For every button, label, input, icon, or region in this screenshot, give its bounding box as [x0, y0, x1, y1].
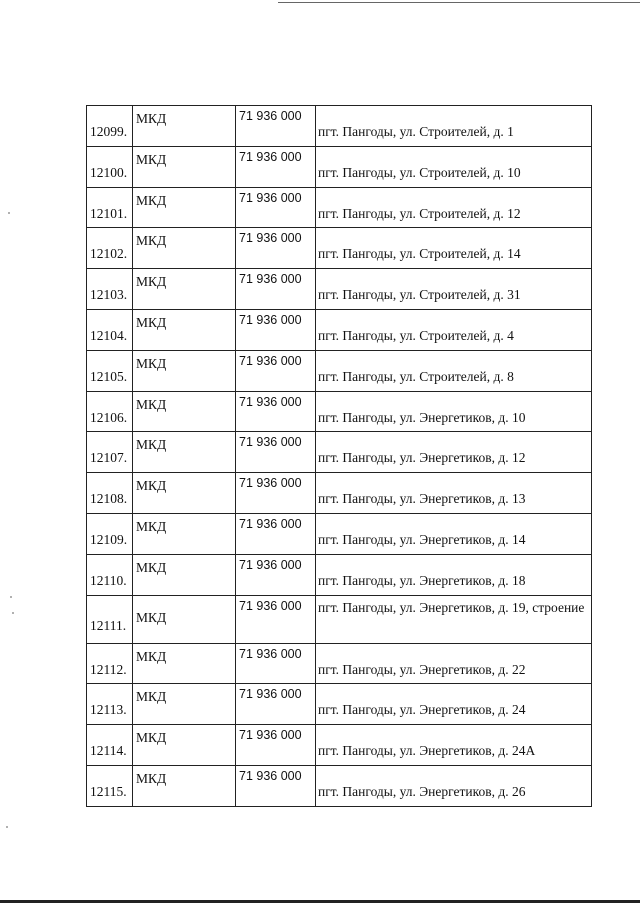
- table-row: [87, 432, 592, 473]
- address-cell: [316, 595, 592, 643]
- oktmo-code: 71 936 000: [239, 231, 302, 246]
- table-row: [87, 228, 592, 269]
- address-text: пгт. Пангоды, ул. Строителей, д. 14: [318, 246, 521, 262]
- object-type-cell: [133, 643, 236, 684]
- oktmo-code-cell: [236, 684, 316, 725]
- address-text: пгт. Пангоды, ул. Энергетиков, д. 22: [318, 661, 526, 677]
- address-text: пгт. Пангоды, ул. Строителей, д. 10: [318, 164, 521, 180]
- oktmo-code: 71 936 000: [239, 353, 302, 368]
- table-row: [87, 391, 592, 432]
- row-number-cell: [87, 309, 133, 350]
- oktmo-code-cell: [236, 432, 316, 473]
- row-number: 12106.: [90, 409, 128, 425]
- object-type-cell: [133, 187, 236, 228]
- scan-speck: [6, 826, 8, 828]
- oktmo-code-cell: [236, 473, 316, 514]
- object-type: МКД: [136, 437, 167, 453]
- table-row: [87, 725, 592, 766]
- address-cell: [316, 391, 592, 432]
- oktmo-code: 71 936 000: [239, 598, 302, 613]
- table-row: [87, 146, 592, 187]
- row-number: 12112.: [90, 661, 127, 677]
- address-text: пгт. Пангоды, ул. Строителей, д. 8: [318, 368, 514, 384]
- address-text: пгт. Пангоды, ул. Энергетиков, д. 26: [318, 783, 526, 799]
- object-type: МКД: [136, 111, 167, 126]
- oktmo-code-cell: [236, 228, 316, 269]
- object-type: МКД: [136, 274, 167, 290]
- address-text: пгт. Пангоды, ул. Строителей, д. 1: [318, 124, 514, 139]
- row-number-cell: [87, 432, 133, 473]
- row-number: 12101.: [90, 205, 128, 221]
- oktmo-code: 71 936 000: [239, 476, 302, 491]
- object-type: МКД: [136, 355, 167, 371]
- table-row: [87, 106, 592, 147]
- object-type: МКД: [136, 396, 167, 412]
- table-row: [87, 350, 592, 391]
- table-body: [87, 106, 592, 807]
- address-cell: [316, 146, 592, 187]
- row-number-cell: [87, 106, 133, 147]
- row-number: 12107.: [90, 450, 128, 466]
- row-number-cell: [87, 725, 133, 766]
- top-border-line: [278, 2, 640, 3]
- address-registry-table: [86, 105, 592, 807]
- table-row: [87, 595, 592, 643]
- object-type: МКД: [136, 689, 167, 705]
- address-text: пгт. Пангоды, ул. Энергетиков, д. 14: [318, 531, 526, 547]
- object-type: МКД: [136, 314, 167, 330]
- object-type-cell: [133, 228, 236, 269]
- oktmo-code: 71 936 000: [239, 149, 302, 164]
- oktmo-code-cell: [236, 765, 316, 806]
- table-row: [87, 643, 592, 684]
- object-type: МКД: [136, 151, 167, 167]
- bottom-border-line: [0, 900, 640, 903]
- object-type: МКД: [136, 730, 167, 746]
- address-cell: [316, 643, 592, 684]
- object-type-cell: [133, 765, 236, 806]
- table-row: [87, 473, 592, 514]
- table-row: [87, 765, 592, 806]
- scan-speck: [12, 612, 14, 614]
- row-number-cell: [87, 187, 133, 228]
- table-row: [87, 554, 592, 595]
- oktmo-code: 71 936 000: [239, 435, 302, 450]
- row-number-cell: [87, 391, 133, 432]
- address-cell: [316, 269, 592, 310]
- oktmo-code: 71 936 000: [239, 557, 302, 572]
- oktmo-code-cell: [236, 643, 316, 684]
- row-number-cell: [87, 765, 133, 806]
- address-text: пгт. Пангоды, ул. Энергетиков, д. 12: [318, 450, 526, 466]
- oktmo-code: 71 936 000: [239, 728, 302, 743]
- object-type: МКД: [136, 478, 167, 494]
- row-number: 12108.: [90, 491, 128, 507]
- object-type: МКД: [136, 770, 167, 786]
- oktmo-code-cell: [236, 309, 316, 350]
- oktmo-code-cell: [236, 106, 316, 147]
- address-cell: [316, 106, 592, 147]
- oktmo-code-cell: [236, 187, 316, 228]
- object-type: МКД: [136, 192, 167, 208]
- table-row: [87, 684, 592, 725]
- object-type-cell: [133, 725, 236, 766]
- address-text: пгт. Пангоды, ул. Энергетиков, д. 10: [318, 409, 526, 425]
- address-text: пгт. Пангоды, ул. Энергетиков, д. 24А: [318, 743, 536, 759]
- address-cell: [316, 309, 592, 350]
- oktmo-code-cell: [236, 269, 316, 310]
- oktmo-code: 71 936 000: [239, 312, 302, 327]
- oktmo-code-cell: [236, 595, 316, 643]
- object-type-cell: [133, 473, 236, 514]
- address-cell: [316, 765, 592, 806]
- address-cell: [316, 684, 592, 725]
- row-number: 12111.: [90, 617, 127, 633]
- oktmo-code: 71 936 000: [239, 687, 302, 702]
- address-cell: [316, 187, 592, 228]
- table-row: [87, 309, 592, 350]
- row-number-cell: [87, 554, 133, 595]
- row-number: 12099.: [90, 124, 128, 139]
- address-text: пгт. Пангоды, ул. Строителей, д. 12: [318, 205, 521, 221]
- row-number-cell: [87, 228, 133, 269]
- oktmo-code-cell: [236, 725, 316, 766]
- address-text: пгт. Пангоды, ул. Энергетиков, д. 13: [318, 491, 526, 507]
- oktmo-code-cell: [236, 554, 316, 595]
- object-type: МКД: [136, 648, 167, 664]
- object-type-cell: [133, 146, 236, 187]
- object-type: МКД: [136, 233, 167, 249]
- oktmo-code-cell: [236, 350, 316, 391]
- row-number-cell: [87, 146, 133, 187]
- object-type: МКД: [136, 559, 167, 575]
- row-number: 12102.: [90, 246, 128, 262]
- address-cell: [316, 513, 592, 554]
- row-number-cell: [87, 513, 133, 554]
- row-number: 12113.: [90, 702, 127, 718]
- address-text: пгт. Пангоды, ул. Строителей, д. 31: [318, 287, 521, 303]
- object-type-cell: [133, 391, 236, 432]
- address-text: пгт. Пангоды, ул. Строителей, д. 4: [318, 327, 514, 343]
- object-type: МКД: [136, 609, 167, 625]
- address-text: пгт. Пангоды, ул. Энергетиков, д. 18: [318, 572, 526, 588]
- oktmo-code-cell: [236, 391, 316, 432]
- oktmo-code: 71 936 000: [239, 272, 302, 287]
- row-number-cell: [87, 684, 133, 725]
- address-text: пгт. Пангоды, ул. Энергетиков, д. 19, строение: [318, 599, 585, 615]
- oktmo-code: 71 936 000: [239, 768, 302, 783]
- object-type: МКД: [136, 518, 167, 534]
- address-cell: [316, 228, 592, 269]
- address-cell: [316, 554, 592, 595]
- table-row: [87, 187, 592, 228]
- row-number-cell: [87, 595, 133, 643]
- address-cell: [316, 725, 592, 766]
- object-type-cell: [133, 106, 236, 147]
- address-cell: [316, 432, 592, 473]
- row-number: 12104.: [90, 327, 128, 343]
- oktmo-code: 71 936 000: [239, 516, 302, 531]
- row-number: 12103.: [90, 287, 128, 303]
- scan-speck: [10, 596, 12, 598]
- address-cell: [316, 350, 592, 391]
- row-number-cell: [87, 473, 133, 514]
- row-number: 12115.: [90, 783, 127, 799]
- row-number-cell: [87, 350, 133, 391]
- row-number-cell: [87, 269, 133, 310]
- oktmo-code: 71 936 000: [239, 109, 302, 123]
- row-number-cell: [87, 643, 133, 684]
- table-row: [87, 269, 592, 310]
- oktmo-code-cell: [236, 146, 316, 187]
- row-number: 12109.: [90, 531, 128, 547]
- scan-speck: [8, 212, 10, 214]
- oktmo-code: 71 936 000: [239, 394, 302, 409]
- object-type-cell: [133, 432, 236, 473]
- object-type-cell: [133, 513, 236, 554]
- row-number: 12100.: [90, 164, 128, 180]
- object-type-cell: [133, 554, 236, 595]
- object-type-cell: [133, 595, 236, 643]
- row-number: 12114.: [90, 743, 127, 759]
- object-type-cell: [133, 309, 236, 350]
- object-type-cell: [133, 684, 236, 725]
- address-text: пгт. Пангоды, ул. Энергетиков, д. 24: [318, 702, 526, 718]
- oktmo-code: 71 936 000: [239, 190, 302, 205]
- row-number: 12105.: [90, 368, 128, 384]
- oktmo-code-cell: [236, 513, 316, 554]
- oktmo-code: 71 936 000: [239, 646, 302, 661]
- row-number: 12110.: [90, 572, 127, 588]
- object-type-cell: [133, 269, 236, 310]
- address-cell: [316, 473, 592, 514]
- table-row: [87, 513, 592, 554]
- object-type-cell: [133, 350, 236, 391]
